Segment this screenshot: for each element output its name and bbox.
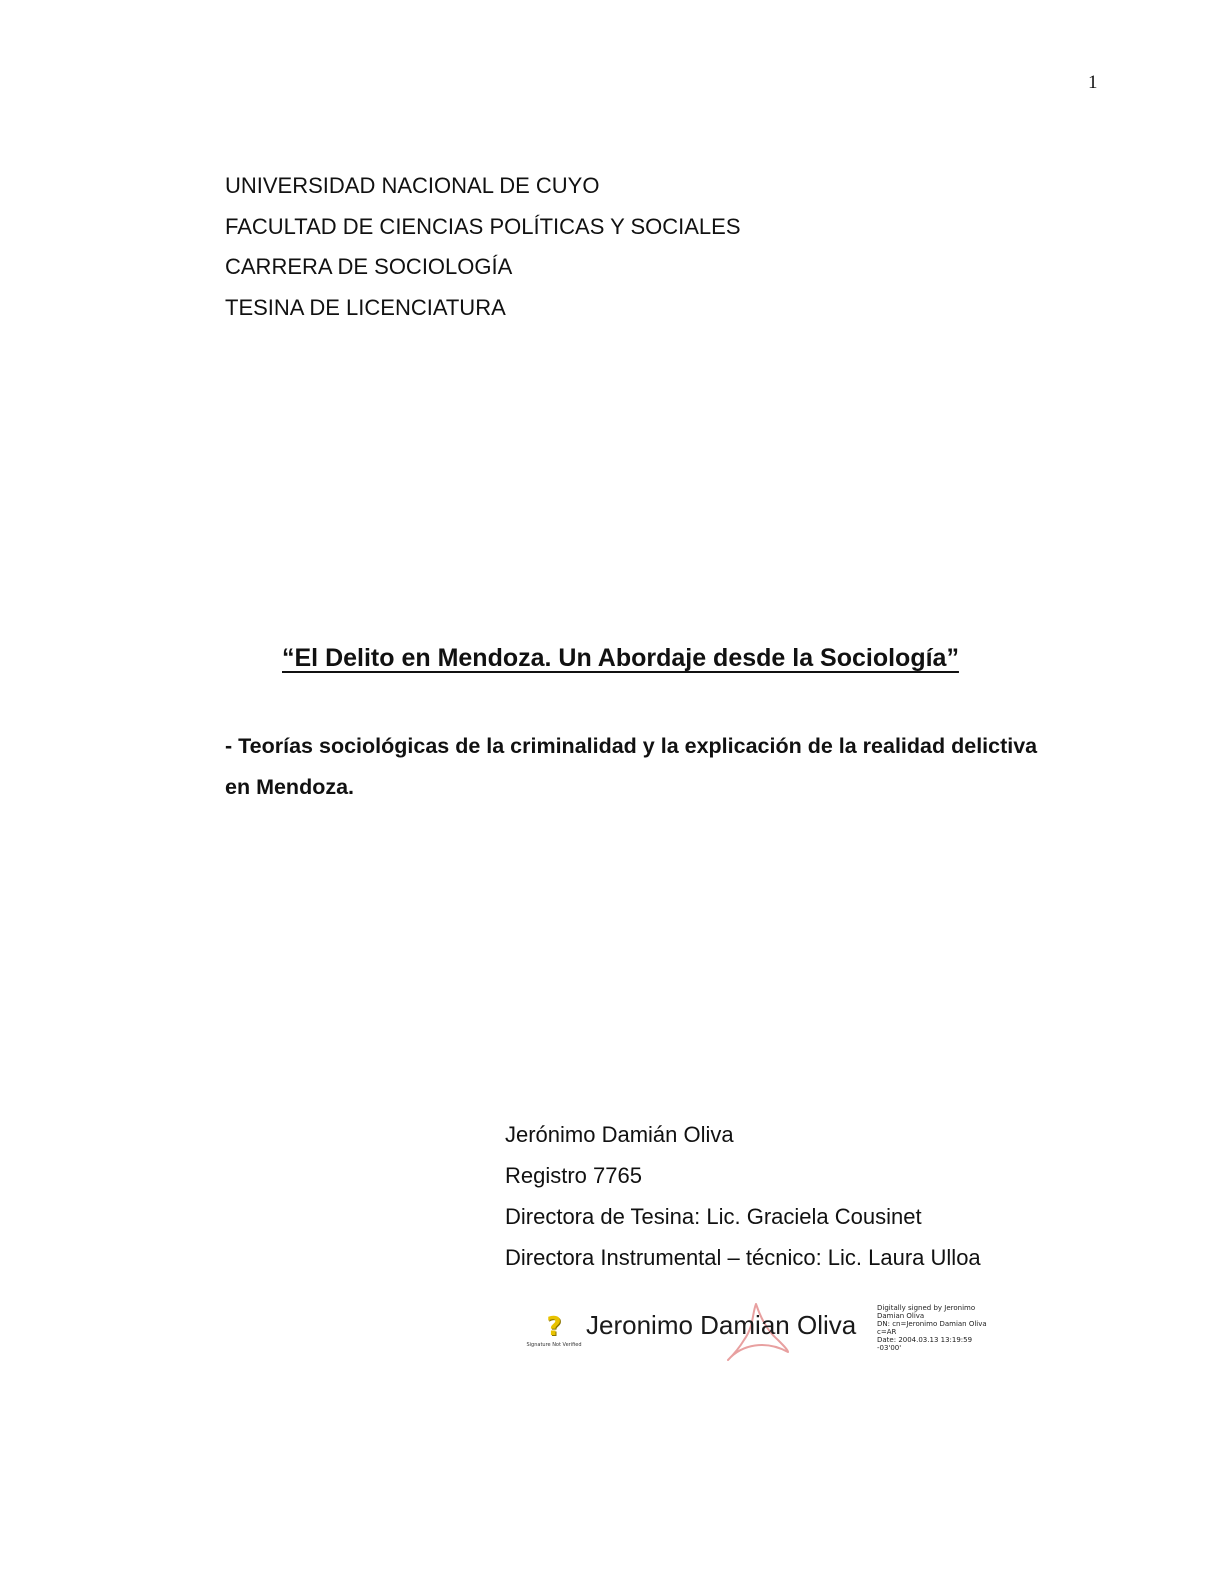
signature-detail-line: Date: 2004.03.13 13:19:59 xyxy=(877,1336,973,1344)
thesis-subtitle: - Teorías sociológicas de la criminalidad y la explicación de la realidad delictiva en Mendoza. xyxy=(225,734,1038,799)
technical-director: Directora Instrumental – técnico: Lic. Laura Ulloa xyxy=(505,1245,981,1270)
faculty-name: FACULTAD DE CIENCIAS POLÍTICAS Y SOCIALES xyxy=(225,213,741,239)
signature-details xyxy=(877,1304,997,1352)
thesis-type: TESINA DE LICENCIATURA xyxy=(225,294,506,320)
signature-status-text: Signature Not Verified xyxy=(526,1342,582,1348)
career-name: CARRERA DE SOCIOLOGÍA xyxy=(225,254,513,279)
signature-detail-line: c=AR xyxy=(877,1328,897,1336)
signer-name: Jeronimo Damian Oliva xyxy=(586,1310,857,1340)
signature-status[interactable] xyxy=(522,1314,586,1348)
university-name: UNIVERSIDAD NACIONAL DE CUYO xyxy=(225,173,600,198)
author-info xyxy=(505,1114,981,1278)
signature-detail-line: DN: cn=Jeronimo Damian Oliva xyxy=(877,1320,987,1328)
question-mark-icon: ? xyxy=(546,1312,562,1342)
thesis-director: Directora de Tesina: Lic. Graciela Cousinet xyxy=(505,1204,922,1229)
signature-detail-line: Digitally signed by Jeronimo xyxy=(877,1304,976,1312)
signature-detail-line: -03'00' xyxy=(877,1344,902,1352)
digital-signature[interactable] xyxy=(522,1300,1002,1362)
institution-header xyxy=(225,166,741,328)
page-number: 1 xyxy=(1088,72,1098,93)
signature-detail-line: Damian Oliva xyxy=(877,1312,925,1320)
author-name: Jerónimo Damián Oliva xyxy=(505,1122,734,1147)
registration-number: Registro 7765 xyxy=(505,1163,642,1188)
thesis-title: “El Delito en Mendoza. Un Abordaje desde la Sociología” xyxy=(282,644,959,672)
